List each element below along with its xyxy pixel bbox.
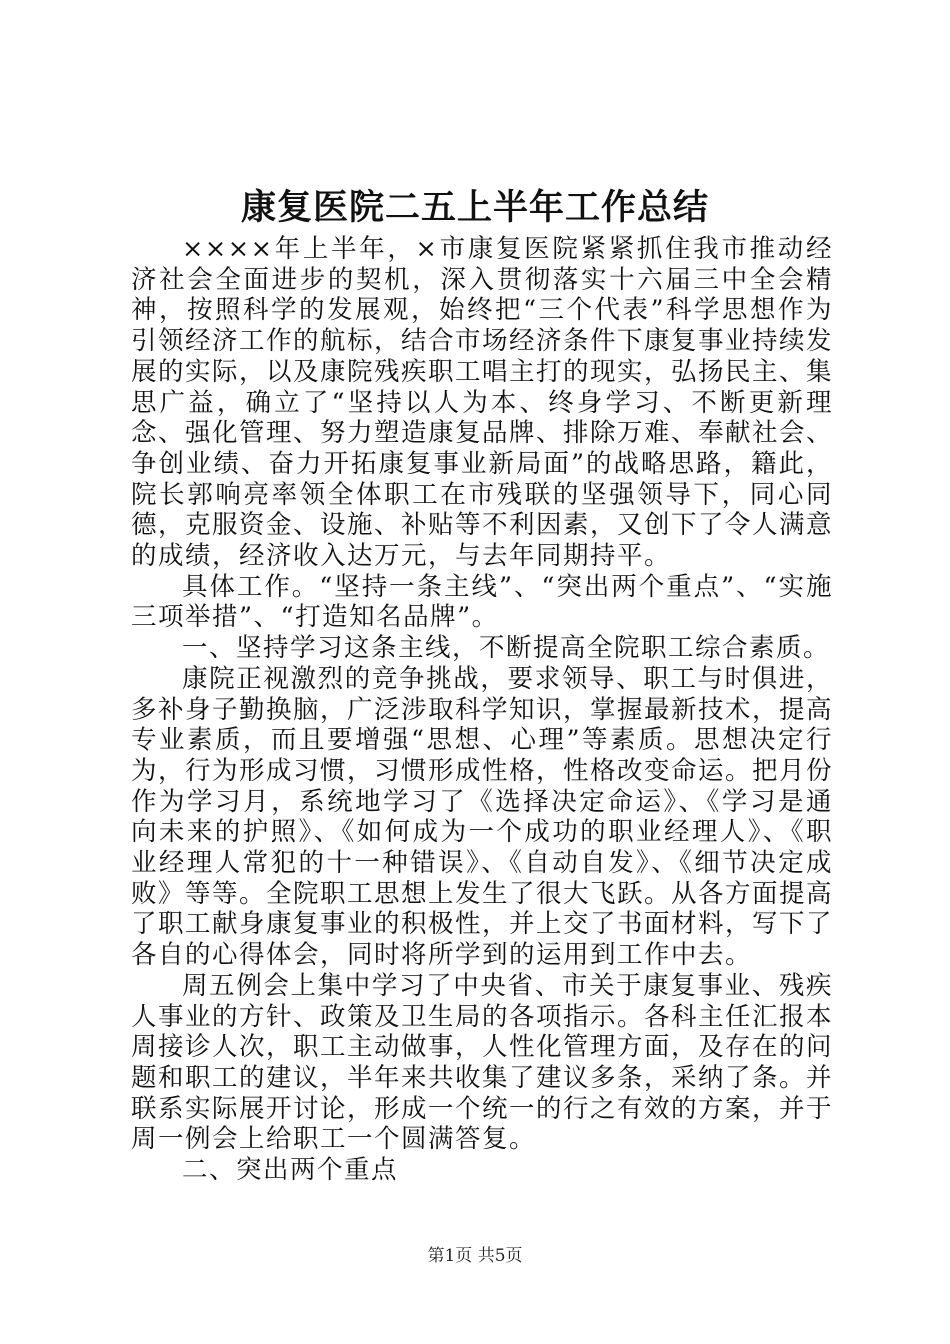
section-heading-1: 一、坚持学习这条主线，不断提高全院职工综合素质。	[182, 633, 831, 664]
document-title: 康复医院二五上半年工作总结	[240, 188, 709, 228]
document-body	[131, 234, 833, 1186]
page-footer: 第1页 共5页	[427, 1246, 523, 1266]
paragraph-friday-meeting: 周五例会上集中学习了中央省、市关于康复事业、残疾人事业的方针、政策及卫生局的各项指示。各科主任汇报本周接诊人次，职工主动做事，人性化管理方面，及存在的问题和职工的建议，半年来共收集了建议多条，采纳了条。并联系实际展开讨论，形成一个统一的行之有效的方案，并于周一例会上给职工一个圆满答复。	[131, 970, 834, 1155]
paragraph-study: 康院正视激烈的竞争挑战，要求领导、职工与时俱进，多补身子勤换脑，广泛涉取科学知识，掌握最新技术，提高专业素质，而且要增强“思想、心理”等素质。思想决定行为，行为形成习惯，习惯形成性格，性格改变命运。把月份作为学习月，系统地学习了《选择决定命运》、《学习是通向未来的护照》、《如何成为一个成功的职业经理人》、《职业经理人常犯的十一种错误》、《自动自发》、《细节决定成败》等等。全院职工思想上发生了很大飞跃。从各方面提高了职工献身康复事业的积极性，并上交了书面材料，写下了各自的心得体会，同时将所学到的运用到工作中去。	[131, 663, 834, 971]
section-heading-2: 二、突出两个重点	[182, 1155, 399, 1186]
paragraph-intro: ××××年上半年，×市康复医院紧紧抓住我市推动经济社会全面进步的契机，深入贯彻落实十六届三中全会精神，按照科学的发展观，始终把“三个代表”科学思想作为引领经济工作的航标，结合市场经济条件下康复事业持续发展的实际，以及康院残疾职工唱主打的现实，弘扬民主、集思广益，确立了“坚持以人为本、终身学习、不断更新理念、强化管理、努力塑造康复品牌、排除万难、奉献社会、争创业绩、奋力开拓康复事业新局面”的战略思路，籍此，院长郭响亮率领全体职工在市残联的坚强领导下，同心同德，克服资金、设施、补贴等不利因素，又创下了令人满意的成绩，经济收入达万元，与去年同期持平。	[131, 234, 834, 572]
paragraph-specific-work: 具体工作。“坚持一条主线”、“突出两个重点”、“实施三项举措”、“打造知名品牌”。	[131, 571, 833, 633]
